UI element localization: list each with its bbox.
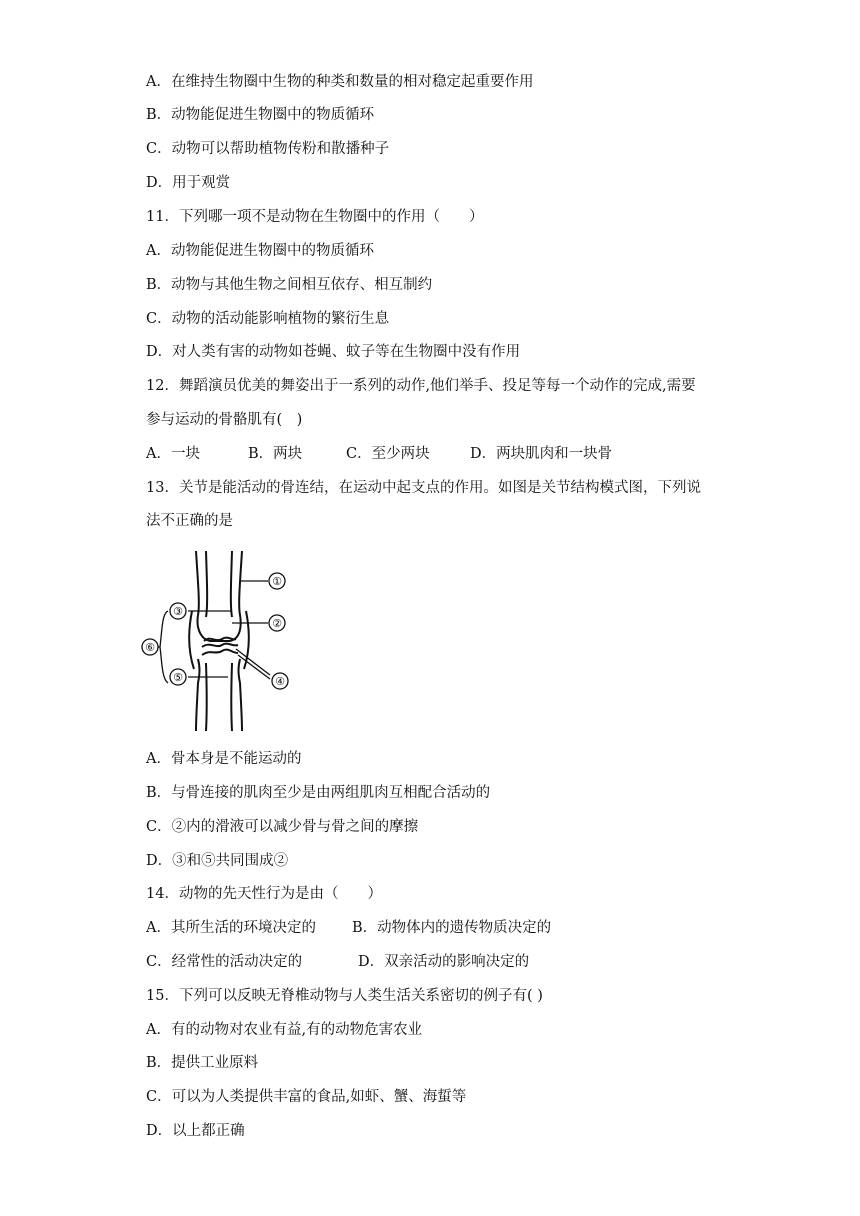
q14-option-b: B．动物体内的遗传物质决定的	[352, 920, 552, 936]
q13-stem-line2: 法不正确的是	[146, 513, 233, 529]
q13-option-a: A．骨本身是不能运动的	[146, 751, 302, 767]
q14-stem: 14．动物的先天性行为是由（ ）	[146, 886, 382, 902]
diagram-label-4: ④	[275, 675, 285, 688]
q14-option-c: C．经常性的活动决定的	[146, 954, 303, 970]
q15-option-d: D．以上都正确	[146, 1123, 245, 1139]
q12-option-a: A．一块	[146, 446, 200, 462]
joint-structure-diagram	[140, 543, 320, 733]
q11-option-c: C．动物的活动能影响植物的繁衍生息	[146, 311, 390, 327]
q14-option-d: D．双亲活动的影响决定的	[358, 954, 530, 970]
q15-option-b: B．提供工业原料	[146, 1055, 259, 1071]
diagram-label-1: ①	[272, 575, 282, 588]
q12-stem-line2: 参与运动的骨骼肌有( )	[146, 412, 303, 428]
q10-option-a: A．在维持生物圈中生物的种类和数量的相对稳定起重要作用	[146, 74, 534, 90]
q13-option-b: B．与骨连接的肌肉至少是由两组肌肉互相配合活动的	[146, 785, 491, 801]
diagram-label-3: ③	[173, 605, 183, 618]
q12-option-b: B．两块	[248, 446, 303, 462]
q15-option-a: A．有的动物对农业有益,有的动物危害农业	[146, 1022, 423, 1038]
q11-option-a: A．动物能促进生物圈中的物质循环	[146, 243, 374, 259]
q10-option-d: D．用于观赏	[146, 175, 231, 191]
q11-stem: 11．下列哪一项不是动物在生物圈中的作用（ ）	[146, 209, 484, 225]
q15-stem: 15．下列可以反映无脊椎动物与人类生活关系密切的例子有( )	[146, 988, 543, 1004]
diagram-label-5: ⑤	[173, 671, 183, 684]
q13-option-d: D．③和⑤共同围成②	[146, 853, 289, 869]
q13-stem-line1: 13．关节是能活动的骨连结，在运动中起支点的作用。如图是关节结构模式图，下列说	[146, 480, 701, 496]
q14-option-a: A．其所生活的环境决定的	[146, 920, 316, 936]
diagram-label-2: ②	[272, 617, 282, 630]
q10-option-c: C．动物可以帮助植物传粉和散播种子	[146, 141, 390, 157]
diagram-label-6: ⑥	[145, 641, 155, 654]
q11-option-b: B．动物与其他生物之间相互依存、相互制约	[146, 277, 433, 293]
q12-option-d: D．两块肌肉和一块骨	[470, 446, 613, 462]
q10-option-b: B．动物能促进生物圈中的物质循环	[146, 107, 375, 123]
joint-diagram-svg	[140, 543, 320, 733]
q11-option-d: D．对人类有害的动物如苍蝇、蚊子等在生物圈中没有作用	[146, 344, 521, 360]
q13-option-c: C．②内的滑液可以减少骨与骨之间的摩擦	[146, 819, 419, 835]
q12-option-c: C．至少两块	[346, 446, 430, 462]
q12-stem-line1: 12．舞蹈演员优美的舞姿出于一系列的动作,他们举手、投足等每一个动作的完成,需要	[146, 378, 696, 394]
q15-option-c: C．可以为人类提供丰富的食品,如虾、蟹、海蜇等	[146, 1089, 467, 1105]
